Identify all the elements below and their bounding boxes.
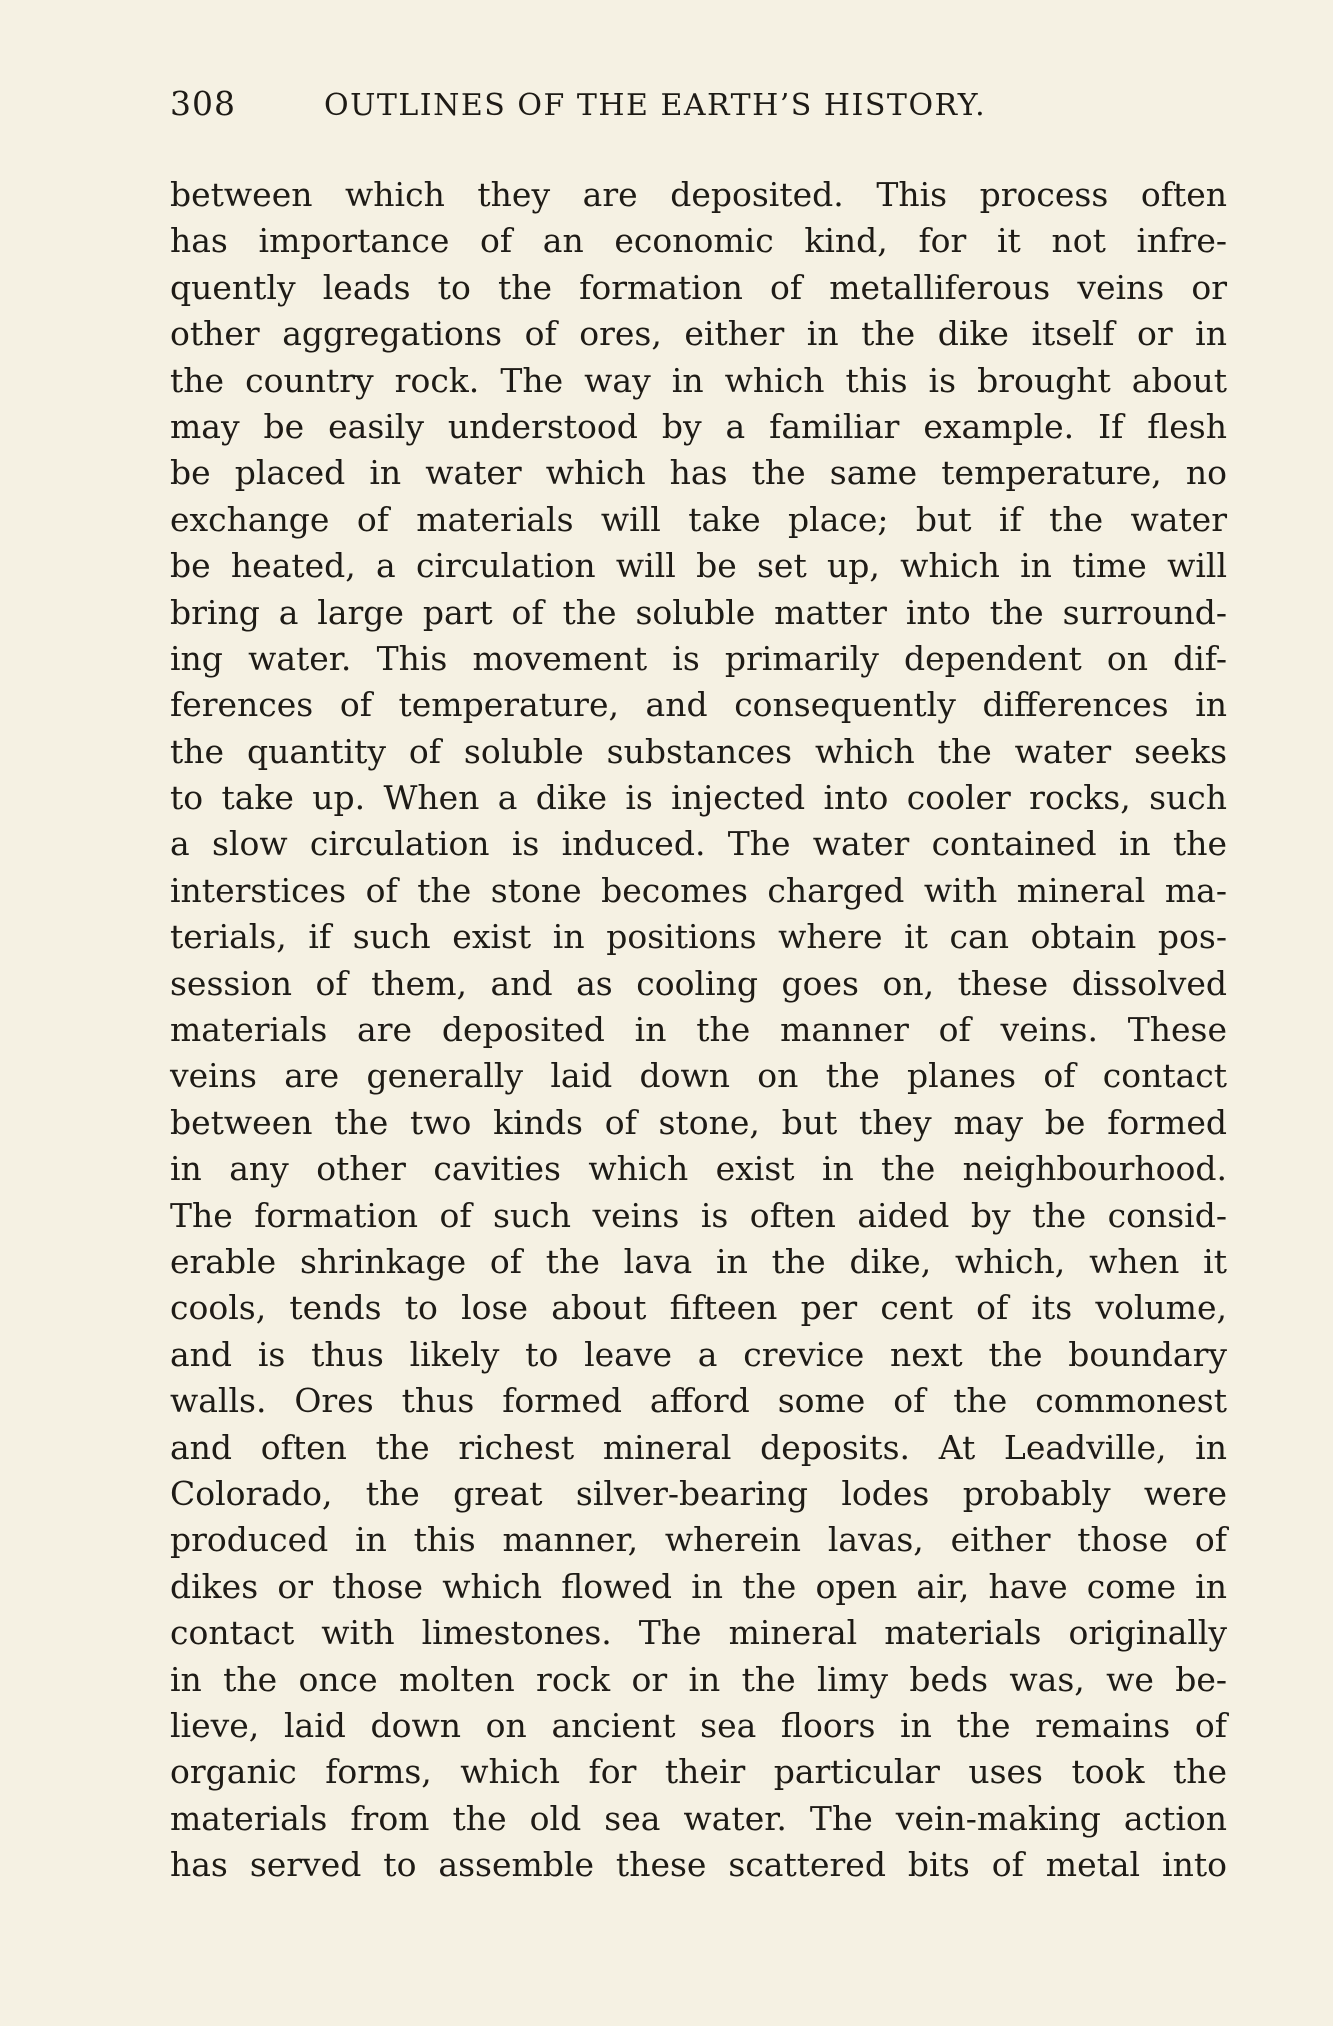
text-line: the country rock. The way in which this is brought about [170, 360, 1227, 400]
text-line: erable shrinkage of the lava in the dike, which, when it [170, 1241, 1227, 1281]
text-line: has importance of an economic kind, for it not infre- [170, 221, 1227, 261]
body-text [170, 172, 1227, 1888]
text-line: a slow circulation is induced. The water contained in the [170, 824, 1227, 864]
text-line: ing water. This movement is primarily dependent on dif- [170, 638, 1227, 678]
text-line: produced in this manner, wherein lavas, either those of [170, 1520, 1227, 1560]
text-line: cools, tends to lose about fifteen per cent of its volume, [170, 1288, 1227, 1328]
text-line: and often the richest mineral deposits. At Leadville, in [170, 1427, 1227, 1467]
text-line: walls. Ores thus formed afford some of the commonest [170, 1381, 1227, 1421]
text-line: materials are deposited in the manner of veins. These [170, 1010, 1227, 1050]
page-header [0, 0, 1333, 130]
text-line: in the once molten rock or in the limy beds was, we be- [170, 1659, 1227, 1699]
text-line: veins are generally laid down on the planes of contact [170, 1056, 1227, 1096]
text-line: has served to assemble these scattered bits of metal into [170, 1845, 1227, 1885]
text-line: ferences of temperature, and consequently differences in [170, 685, 1227, 725]
text-line: interstices of the stone becomes charged with mineral ma- [170, 870, 1227, 910]
text-line: other aggregations of ores, either in the dike itself or in [170, 314, 1227, 354]
text-line: session of them, and as cooling goes on, these dissolved [170, 963, 1227, 1003]
text-line: contact with limestones. The mineral materials originally [170, 1613, 1227, 1653]
text-line: lieve, laid down on ancient sea floors in the remains of [170, 1705, 1227, 1745]
text-line: organic forms, which for their particular uses took the [170, 1752, 1227, 1792]
text-line: between the two kinds of stone, but they may be formed [170, 1102, 1227, 1142]
page-number: 308 [170, 84, 236, 123]
text-line: be placed in water which has the same temperature, no [170, 453, 1227, 493]
text-line: in any other cavities which exist in the neighbourhood. [170, 1149, 1227, 1189]
text-line: the quantity of soluble substances which the water seeks [170, 731, 1227, 771]
text-line: be heated, a circulation will be set up, which in time will [170, 546, 1227, 586]
text-line: may be easily understood by a familiar example. If flesh [170, 406, 1227, 446]
text-line: materials from the old sea water. The vein-making action [170, 1798, 1227, 1838]
running-head: OUTLINES OF THE EARTH’S HISTORY. [324, 88, 987, 123]
text-line: The formation of such veins is often aided by the consid- [170, 1195, 1227, 1235]
text-line: and is thus likely to leave a crevice next the boundary [170, 1334, 1227, 1374]
text-line: quently leads to the formation of metalliferous veins or [170, 267, 1227, 307]
text-line: between which they are deposited. This process often [170, 175, 1227, 214]
text-line: Colorado, the great silver-bearing lodes probably were [170, 1473, 1227, 1513]
text-line: exchange of materials will take place; but if the water [170, 499, 1227, 539]
text-line: dikes or those which flowed in the open air, have come in [170, 1566, 1227, 1606]
text-line: to take up. When a dike is injected into cooler rocks, such [170, 778, 1227, 818]
text-line: bring a large part of the soluble matter into the surround- [170, 592, 1227, 632]
text-line: terials, if such exist in positions where it can obtain pos- [170, 917, 1227, 957]
